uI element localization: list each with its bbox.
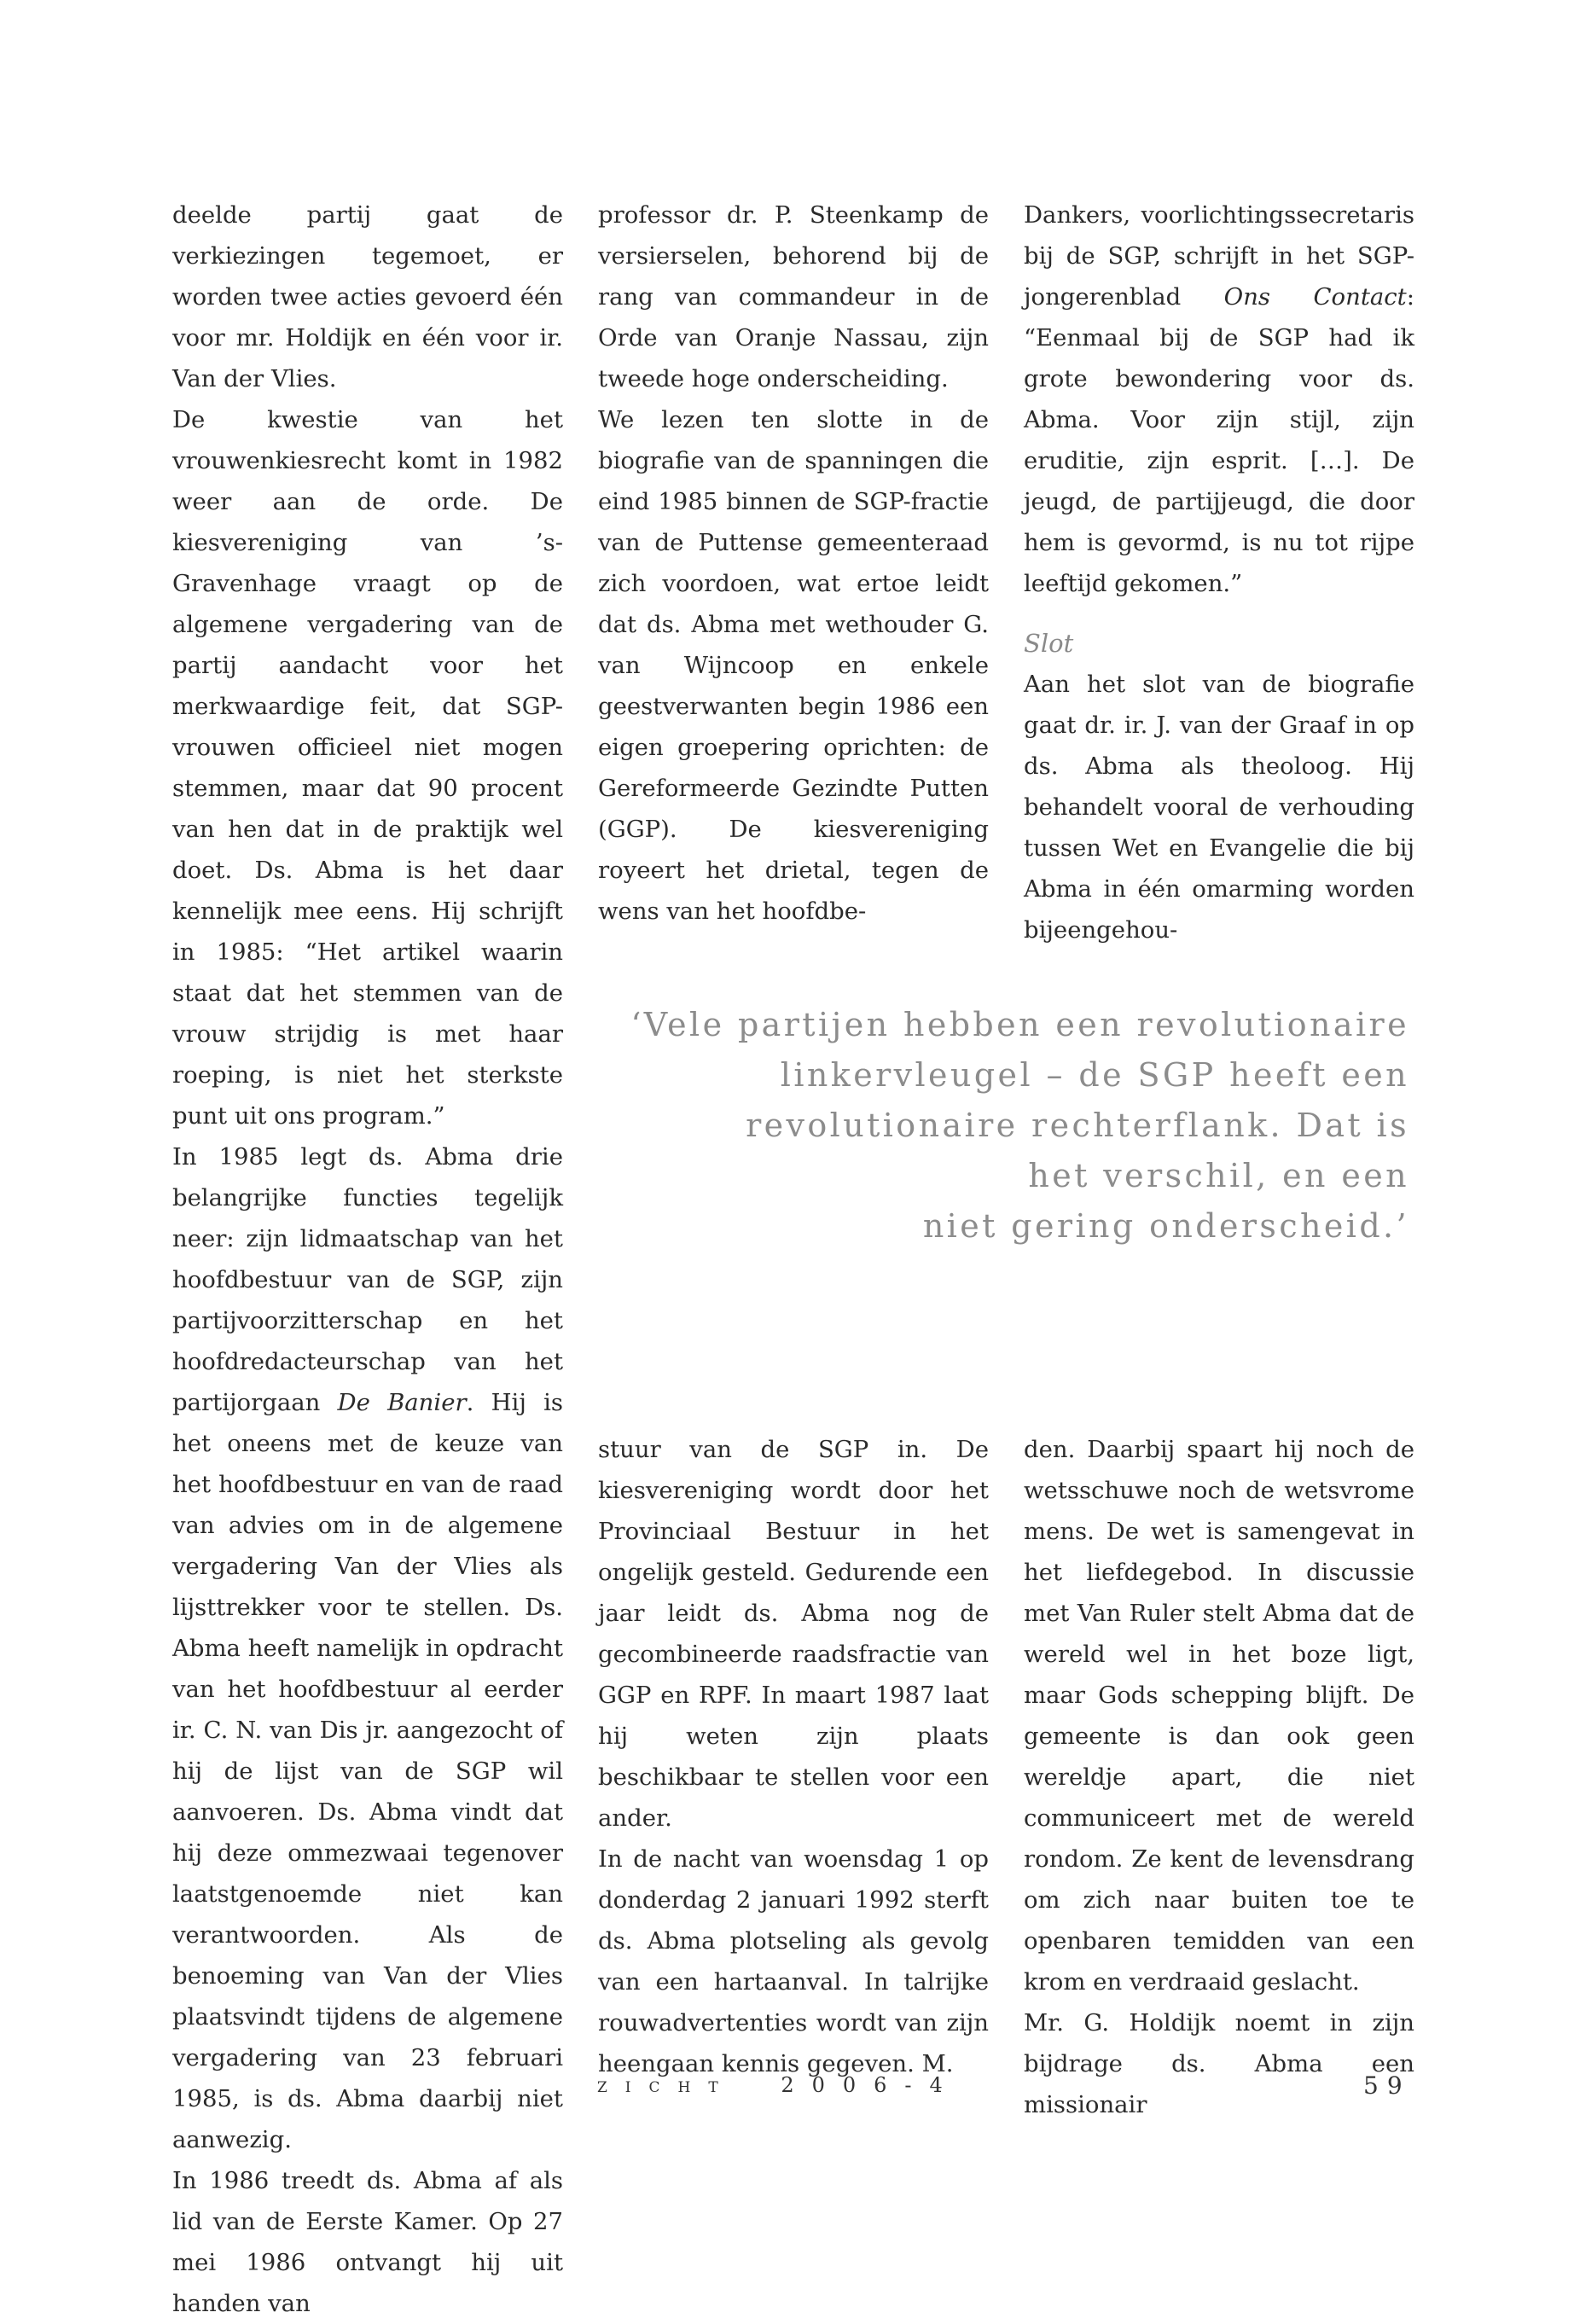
paragraph-text: In 1985 legt ds. Abma drie belangrijke functies tegelijk neer: zijn lidmaatschap van het hoofdbestuur van de SGP, zijn partijvoorzitterschap en het hoofdredacteurschap van het partijorgaan	[172, 1143, 563, 1416]
pull-quote-line: ‘Vele partijen hebben een revolutionaire	[630, 1006, 1409, 1043]
pull-quote-line: revolutionaire rechterflank. Dat is	[746, 1107, 1409, 1144]
text-column-2-bottom	[598, 1429, 989, 2084]
paragraph-text: . Hij is het oneens met de keuze van het hoofdbestuur en van de raad van advies om in de algemene vergadering Van der Vlies als lijsttrekker voor te stellen. Ds. Abma heeft namelijk in opdracht van het hoofdbestuur al eerder ir. C. N. van Dis jr. aangezocht of hij de lijst van de SGP wil aanvoeren. Ds. Abma vindt dat hij deze ommezwaai tegenover laatstgenoemde niet kan verantwoorden. Als de benoeming van Van der Vlies plaatsvindt tijdens de algemene vergadering van 23 februari 1985, is ds. Abma daarbij niet aanwezig.	[172, 1389, 563, 2153]
paragraph: deelde partij gaat de verkiezingen tegemoet, er worden twee acties gevoerd één voor mr. Holdijk en één voor ir. Van der Vlies.	[172, 201, 563, 392]
text-column-2-top	[598, 195, 989, 932]
pull-quote-line: linkervleugel – de SGP heeft een	[780, 1056, 1409, 1094]
paragraph: We lezen ten slotte in de biografie van de spanningen die eind 1985 binnen de SGP-fractie van de Puttense gemeenteraad zich voordoen, wat ertoe leidt dat ds. Abma met wethouder G. van Wijncoop en enkele geestverwanten begin 1986 een eigen groepering oprichten: de Gereformeerde Gezindte Putten (GGP). De kiesvereniging royeert het drietal, tegen de wens van het hoofdbe-	[598, 406, 989, 925]
page-number: 59	[1363, 2071, 1411, 2100]
magazine-name: zicht	[597, 2073, 736, 2097]
issue-number: 2006-4	[781, 2073, 961, 2097]
section-heading: Slot	[1024, 629, 1074, 658]
paragraph: Aan het slot van de biografie gaat dr. ir. J. van der Graaf in op ds. Abma als theoloog. Hij behandelt vooral de verhouding tussen Wet en Evangelie die bij Abma in één omarming worden bijeengehou-	[1024, 671, 1414, 944]
paragraph-text: : “Eenmaal bij de SGP had ik grote bewondering voor ds. Abma. Voor zijn stijl, zijn eruditie, zijn esprit. […]. De jeugd, de partijjeugd, die door hem is gevormd, is nu tot rijpe leeftijd gekomen.”	[1024, 283, 1414, 597]
pull-quote-line: het verschil, en een	[1028, 1157, 1409, 1194]
pull-quote	[597, 1000, 1409, 1252]
publication-title: De Banier	[337, 1389, 467, 1416]
paragraph: professor dr. P. Steenkamp de versierselen, behorend bij de rang van commandeur in de Orde van Oranje Nassau, zijn tweede hoge onderscheiding.	[598, 201, 989, 392]
paragraph	[172, 1136, 563, 2160]
paragraph: stuur van de SGP in. De kiesvereniging wordt door het Provinciaal Bestuur in het ongelijk gesteld. Gedurende een jaar leidt ds. Abma nog de gecombineerde raadsfractie van GGP en RPF. In maart 1987 laat hij weten zijn plaats beschikbaar te stellen voor een ander.	[598, 1436, 989, 1832]
footer-magazine	[597, 2073, 961, 2097]
text-column-1	[172, 195, 563, 2324]
paragraph: In de nacht van woensdag 1 op donderdag 2 januari 1992 sterft ds. Abma plotseling als gevolg van een hartaanval. In talrijke rouwadvertenties wordt van zijn heengaan kennis gegeven. M.	[598, 1845, 989, 2077]
paragraph: In 1986 treedt ds. Abma af als lid van de Eerste Kamer. Op 27 mei 1986 ontvangt hij uit handen van	[172, 2167, 563, 2317]
paragraph: De kwestie van het vrouwenkiesrecht komt in 1982 weer aan de orde. De kiesvereniging van ’s-Gravenhage vraagt op de algemene vergadering van de partij aandacht voor het merkwaardige feit, dat SGP-vrouwen officieel niet mogen stemmen, maar dat 90 procent van hen dat in de praktijk wel doet. Ds. Abma is het daar kennelijk mee eens. Hij schrijft in 1985: “Het artikel waarin staat dat het stemmen van de vrouw strijdig is met haar roeping, is niet het sterkste punt uit ons program.”	[172, 406, 563, 1130]
paragraph	[1024, 195, 1414, 604]
text-column-3-bottom	[1024, 1429, 1414, 2125]
paragraph: Mr. G. Holdijk noemt in zijn bijdrage ds. Abma een missionair	[1024, 2009, 1414, 2118]
paragraph-text: Dankers, voorlichtingssecretaris bij de SGP, schrijft in het SGP-jongerenblad	[1024, 201, 1414, 311]
paragraph: den. Daarbij spaart hij noch de wetsschuwe noch de wetsvrome mens. De wet is samengevat in het liefdegebod. In discussie met Van Ruler stelt Abma dat de wereld wel in het boze ligt, maar Gods schepping blijft. De gemeente is dan ook geen wereldje apart, die niet communiceert met de wereld rondom. Ze kent de levensdrang om zich naar buiten toe te openbaren temidden van een krom en verdraaid geslacht.	[1024, 1436, 1414, 1996]
publication-title: Ons Contact	[1223, 283, 1407, 311]
text-column-3-top	[1024, 195, 1414, 950]
pull-quote-line: niet gering onderscheid.’	[922, 1207, 1409, 1245]
